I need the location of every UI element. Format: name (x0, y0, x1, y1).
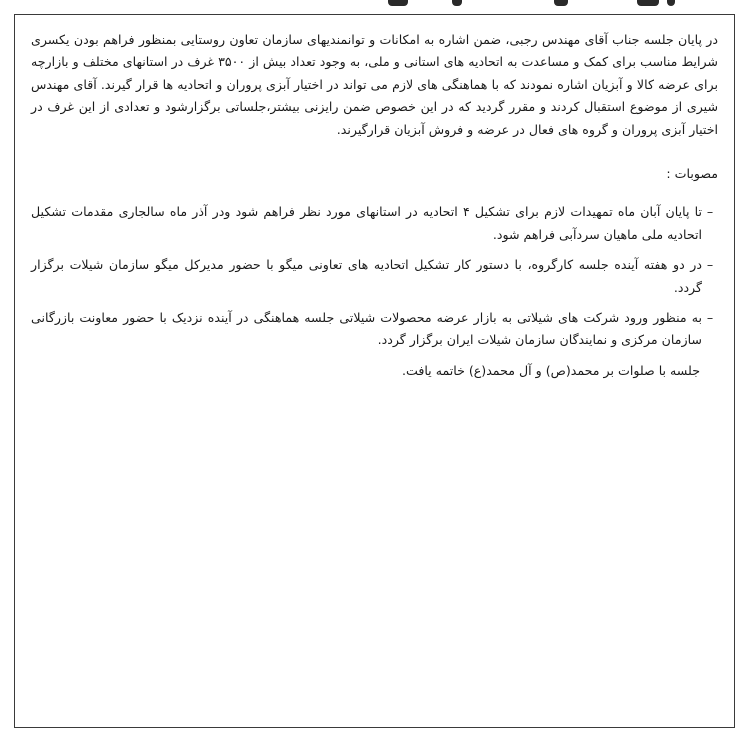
resolutions-heading: مصوبات : (666, 166, 718, 182)
document-frame (14, 14, 735, 728)
resolution-item (31, 307, 718, 352)
closing-line: جلسه با صلوات بر محمد(ص) و آل محمد(ع) خاتمه یافت. (401, 362, 700, 378)
dash-bullet: – (706, 310, 714, 326)
cropped-ink-mark (667, 0, 675, 6)
dash-bullet: – (706, 204, 714, 220)
cropped-ink-mark (452, 0, 462, 6)
cropped-ink-mark (554, 0, 568, 6)
resolutions-list (31, 201, 718, 351)
resolution-text: تا پایان آبان ماه تمهیدات لازم برای تشکیل ۴ اتحادیه در استانهای مورد نظر فراهم شود ودر آذر ماه سالجاری مقدمات تشکیل اتحادیه ملی ماهیان سردآبی فراهم شود. (31, 204, 702, 242)
cropped-ink-mark (637, 0, 659, 6)
document-body (31, 29, 718, 382)
resolution-item (31, 201, 718, 246)
cropped-top-edge (0, 0, 750, 14)
resolution-item (31, 254, 718, 299)
dash-bullet: – (706, 257, 714, 273)
resolution-text: در دو هفته آینده جلسه کارگروه، با دستور کار تشکیل اتحادیه های تعاونی میگو با حضور مدیرکل میگو سازمان شیلات برگزار گردد. (31, 257, 702, 295)
intro-paragraph: در پایان جلسه جناب آقای مهندس رجبی، ضمن اشاره به امکانات و توانمندیهای سازمان تعاون روستایی بمنظور فراهم بودن یکسری شرایط مناسب برای کمک و مساعدت به اتحادیه های استانی و ملی، به وجود تعداد بیش از ۳۵۰۰ غرف در استانهای مختلف و بازارچه برای عرضه کالا و آبزیان اشاره نمودند که با هماهنگی های لازم می تواند در اختیار آبزی پروران و اتحادیه ها قرار گیرند. آقای مهندس شیری از موضوع استقبال کردند و مقرر گردید که در این خصوص ضمن رایزنی بیشتر،جلساتی برگزارشود و تعدادی از این غرف در اختیار آبزی پروران و گروه های فعال در عرضه و فروش آبزیان قرارگیرند. (31, 32, 718, 137)
resolution-text: به منظور ورود شرکت های شیلاتی به بازار عرضه محصولات شیلاتی جلسه هماهنگی در آینده نزدیک با حضور معاونت بازرگانی سازمان مرکزی و نمایندگان سازمان شیلات ایران برگزار گردد. (31, 310, 702, 348)
cropped-ink-mark (388, 0, 408, 6)
